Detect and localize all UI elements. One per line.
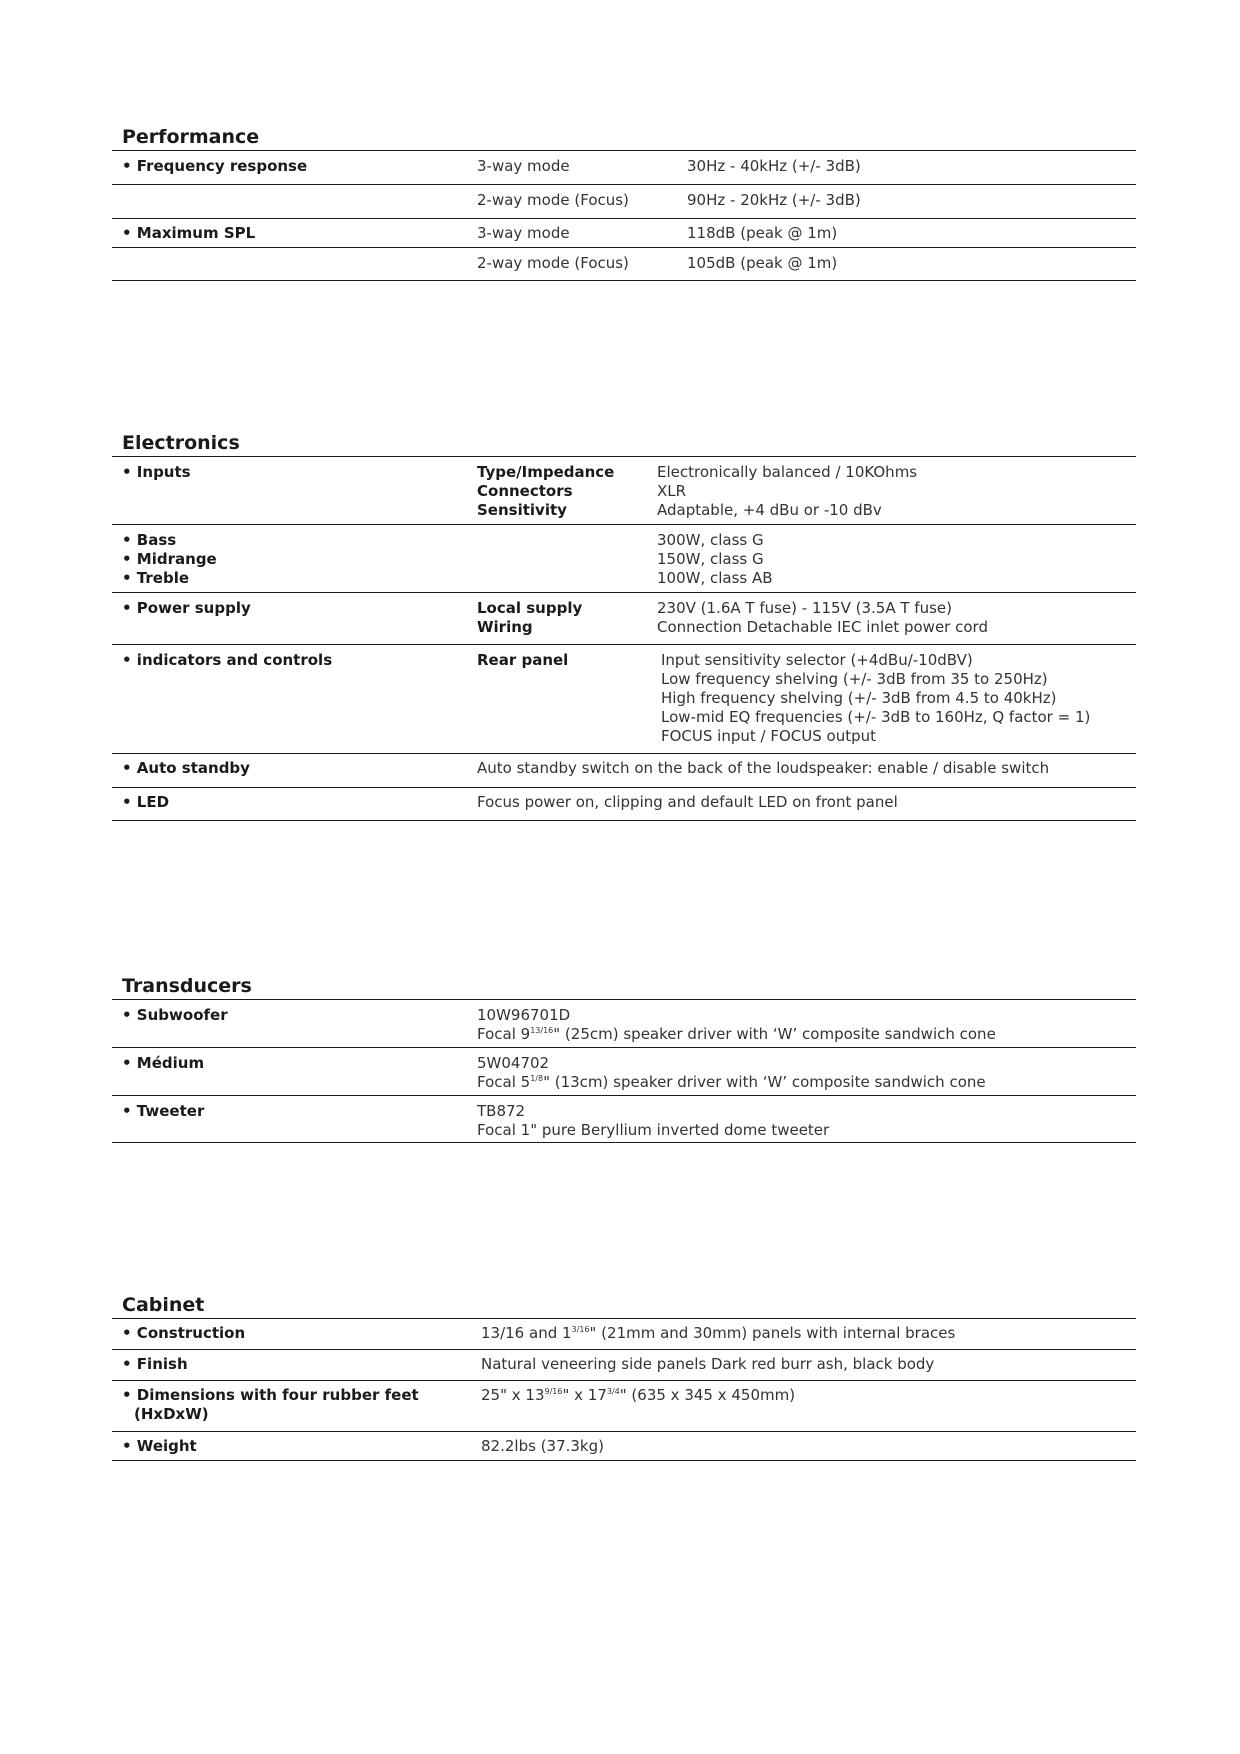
row-label <box>112 1386 481 1431</box>
key-text: Sensitivity <box>477 501 567 519</box>
row-mode: 3-way mode <box>477 224 570 242</box>
row-values <box>657 599 988 644</box>
row-keys <box>477 599 657 644</box>
value-text: Low-mid EQ frequencies (+/- 3dB to 160Hz, Q factor = 1) <box>661 708 1091 726</box>
electronics-table <box>112 456 1136 821</box>
value-text: Adaptable, +4 dBu or -10 dBv <box>657 501 882 519</box>
desc-text: Focal 1" pure Beryllium inverted dome tweeter <box>477 1121 830 1139</box>
value-text: Low frequency shelving (+/- 3dB from 35 to 250Hz) <box>661 670 1048 688</box>
transducers-table <box>112 999 1136 1143</box>
table-row <box>112 1380 1136 1431</box>
desc-part: Focal 5 <box>477 1073 531 1091</box>
value-text: 100W, class AB <box>657 569 773 587</box>
row-value: 30Hz - 40kHz (+/- 3dB) <box>687 157 861 175</box>
section-title: Transducers <box>122 975 252 997</box>
row-label: • Maximum SPL <box>122 224 256 242</box>
value-text: 150W, class G <box>657 550 764 568</box>
fraction-sup: 3/4 <box>606 1387 620 1396</box>
model-text: 10W96701D <box>477 1006 571 1024</box>
label-text: • Dimensions with four rubber feet <box>122 1386 419 1404</box>
row-label: • Inputs <box>122 463 191 481</box>
electronics-section <box>112 430 1136 821</box>
value-part: 25" x 13 <box>481 1386 545 1404</box>
row-label: • Subwoofer <box>122 1006 228 1024</box>
row-label: • Médium <box>122 1054 205 1072</box>
row-value: 118dB (peak @ 1m) <box>687 224 838 242</box>
row-key: Rear panel <box>477 651 569 669</box>
cabinet-table <box>112 1318 1136 1461</box>
row-keys <box>477 463 657 524</box>
row-values <box>477 1054 986 1095</box>
row-label: • Auto standby <box>122 759 250 777</box>
row-value: Focus power on, clipping and default LED on front panel <box>477 793 898 811</box>
fraction-sup: 9/16 <box>544 1387 563 1396</box>
table-row <box>112 999 1136 1047</box>
row-label <box>112 191 477 218</box>
table-row <box>112 218 1136 247</box>
table-row <box>112 1047 1136 1095</box>
value-text: Input sensitivity selector (+4dBu/-10dBV) <box>661 651 973 669</box>
table-row <box>112 753 1136 787</box>
table-row <box>112 247 1136 281</box>
desc-text <box>477 1073 986 1092</box>
desc-part: Focal 9 <box>477 1025 531 1043</box>
table-row <box>112 1318 1136 1349</box>
value-part: " (21mm and 30mm) panels with internal braces <box>589 1324 956 1342</box>
row-value: 82.2lbs (37.3kg) <box>481 1437 604 1455</box>
table-row <box>112 787 1136 821</box>
row-values <box>477 1006 996 1047</box>
label-text: (HxDxW) <box>134 1405 209 1423</box>
table-row <box>112 1095 1136 1143</box>
key-text: Type/Impedance <box>477 463 615 481</box>
row-value <box>481 1324 955 1349</box>
row-value: Natural veneering side panels Dark red burr ash, black body <box>481 1355 935 1373</box>
row-values <box>661 651 1090 753</box>
row-label <box>112 254 477 280</box>
row-mode: 2-way mode (Focus) <box>477 191 629 209</box>
fraction-sup: 13/16 <box>530 1026 554 1035</box>
value-text: High frequency shelving (+/- 3dB from 4.5 to 40kHz) <box>661 689 1057 707</box>
section-title: Electronics <box>122 432 240 454</box>
table-row <box>112 592 1136 644</box>
row-label: • indicators and controls <box>122 651 333 669</box>
table-row <box>112 524 1136 592</box>
key-text: Connectors <box>477 482 573 500</box>
row-label: • Finish <box>122 1355 188 1373</box>
value-text: 230V (1.6A T fuse) - 115V (3.5A T fuse) <box>657 599 952 617</box>
table-row <box>112 644 1136 753</box>
row-values <box>657 463 917 524</box>
table-row <box>112 150 1136 184</box>
fraction-sup: 1/8 <box>530 1074 544 1083</box>
cabinet-section <box>112 1292 1136 1461</box>
section-title: Cabinet <box>122 1294 205 1316</box>
row-values <box>477 1102 829 1142</box>
row-label: • Frequency response <box>122 157 308 175</box>
key-text: Local supply <box>477 599 583 617</box>
row-mode: 3-way mode <box>477 157 570 175</box>
value-text: 300W, class G <box>657 531 764 549</box>
value-text: XLR <box>657 482 687 500</box>
row-value: 90Hz - 20kHz (+/- 3dB) <box>687 191 861 209</box>
table-row <box>112 456 1136 524</box>
value-part: 13/16 and 1 <box>481 1324 572 1342</box>
table-row <box>112 1431 1136 1461</box>
value-text: Connection Detachable IEC inlet power cord <box>657 618 988 636</box>
desc-part: " (25cm) speaker driver with ‘W’ composite sandwich cone <box>553 1025 996 1043</box>
model-text: TB872 <box>477 1102 526 1120</box>
row-label: • Weight <box>122 1437 197 1455</box>
row-value: Auto standby switch on the back of the loudspeaker: enable / disable switch <box>477 759 1050 777</box>
label-text: • Treble <box>122 569 190 587</box>
value-text: Electronically balanced / 10KOhms <box>657 463 918 481</box>
row-value <box>481 1386 795 1431</box>
section-title: Performance <box>122 126 260 148</box>
row-values <box>657 531 773 592</box>
row-mode: 2-way mode (Focus) <box>477 254 629 272</box>
row-label: • Tweeter <box>122 1102 205 1120</box>
value-part: " x 17 <box>562 1386 607 1404</box>
model-text: 5W04702 <box>477 1054 550 1072</box>
table-row <box>112 1349 1136 1380</box>
row-value: 105dB (peak @ 1m) <box>687 254 838 272</box>
label-text: • Bass <box>122 531 177 549</box>
performance-table <box>112 150 1136 281</box>
fraction-sup: 3/16 <box>571 1325 590 1334</box>
label-text: • Midrange <box>122 550 217 568</box>
row-label: • Power supply <box>122 599 251 617</box>
row-labels <box>112 531 657 592</box>
value-text: FOCUS input / FOCUS output <box>661 727 877 745</box>
table-row <box>112 184 1136 218</box>
desc-part: " (13cm) speaker driver with ‘W’ composite sandwich cone <box>543 1073 986 1091</box>
key-text: Wiring <box>477 618 533 636</box>
row-label: • LED <box>122 793 170 811</box>
row-label: • Construction <box>122 1324 246 1342</box>
transducers-section <box>112 973 1136 1143</box>
value-part: " (635 x 345 x 450mm) <box>619 1386 796 1404</box>
performance-section <box>112 124 1136 281</box>
desc-text <box>477 1025 996 1044</box>
